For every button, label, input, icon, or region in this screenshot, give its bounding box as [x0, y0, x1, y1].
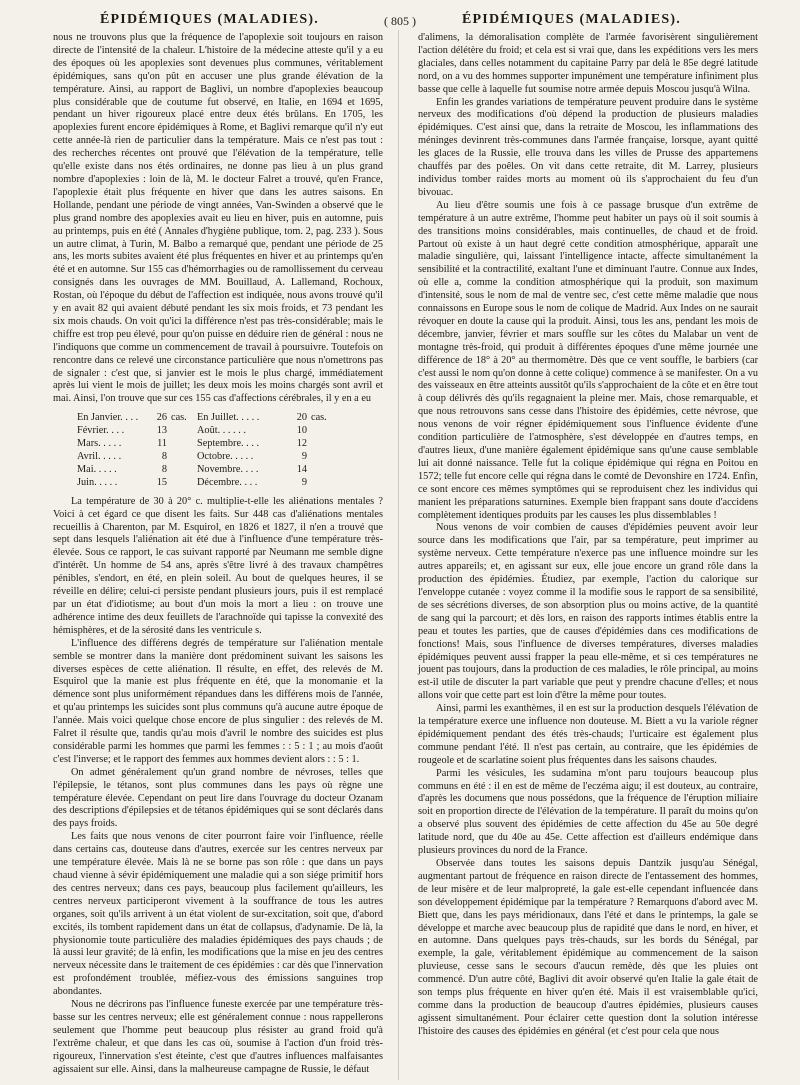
paragraph: Parmi les vésicules, les sudamina m'ont paru toujours beaucoup plus communs en été : il en est de même de l'eczéma aigu; il est douteux, au contraire, d'après les documens que nous possédons, que la fréquence de l'éruption miliaire soit en proportion directe de l'élévation de la température. Il paraît du moins qu'on a observé plus souvent des épidémies de cette affection du 45e au 50e degré latitude nord, que du 40e au 45e. Cette affection est d'ailleurs endémique dans plusieurs provinces du nord de la France.: [418, 767, 758, 857]
month-cell: En Janvier. . . .: [77, 412, 139, 424]
count-cell: 15: [156, 476, 167, 488]
paragraph: d'alimens, la démoralisation complète de l'armée favorisèrent singulièrement l'action délétère du froid; et cela est si vrai que, dans les expéditions vers les mers glaciales, dans celles notamment du capitaine Parry par delà le 85e degré latitude nord, on a vu des hommes supporter impunément une température infiniment plus basse que celle à laquelle fut soumise notre armée depuis Moscou jusqu'à Wilna.: [418, 32, 758, 95]
month-cell: Décembre. . . .: [197, 476, 258, 488]
count-cell: 20: [296, 412, 307, 424]
month-cell: Mai. . . . .: [77, 463, 117, 475]
count-cell: 11: [157, 438, 167, 450]
paragraph: Les faits que nous venons de citer pourront faire voir l'influence, réelle dans certains cas, douteuse dans d'autres, exercée sur les centres nerveux par une température élevée. Mais là ne se borne pas son rôle : que dans un pays chaud vienne à sévir épidémiquement une maladie qui a son siége primitif hors des centres nerveux; dans ces pays, beaucoup plus facilement qu'ailleurs, les centres nerveux participeront vivement à la souffrance de tous les autres organes, soit qu'ils arrivent à un état violent de sur-excitation, soit que, d'abord excités, ils tombent rapidement dans un état de collapsus, d'adynamie. De là, la physionomie toute particulière des maladies épidémiques des pays chauds ; de là aussi leur gravité; de là enfin, les modifications que la mise en jeu des centres nerveux nécessite dans le traitement de ces épidémies : car dès que l'innervation est profondément troublée, méfiez-vous des émissions sanguines trop abondantes.: [53, 831, 383, 998]
month-cell: Novembre. . . .: [197, 463, 259, 475]
unit-cell: [171, 425, 197, 438]
unit-cell: cas.: [311, 412, 327, 424]
unit-cell: [311, 451, 331, 464]
month-cell: Mars. . . . .: [77, 438, 122, 450]
unit-cell: [171, 464, 197, 477]
table-row: [77, 412, 331, 425]
count-cell: 13: [156, 425, 167, 437]
table-row: [77, 477, 331, 490]
month-cell: Avril. . . . .: [77, 451, 122, 462]
paragraph: Au lieu d'être soumis une fois à ce passage brusque d'un extrême de température à un autre extrême, l'homme peut habiter un pays où il soit soumis à des transitions moins considérables, mais continuelles, de chaud et de froid. Partout où existe à un haut degré cette condition atmosphérique, apparaît une maladie singulière, qui, laissant l'intelligence intacte, affecte simultanément la sensibilité et la contractilité, exaltant l'une et diminuant l'autre. Connue aux Indes, où elle a, comme la condition atmosphérique qui la produit, son maximum d'intensité, sous le nom de mal de ventre sec, c'est cette même maladie que nous connaissons en Europe sous le nom de colique de Madrid. Aux Indes on ne saurait révoquer en doute la cause qui la produit. Ainsi, tous les ans, pendant les mois de décembre, janvier, février et mars souffle sur les côtes du Malabar un vent de montagne très-froid, qui produit à différentes époques d'une même journée une différence de 18° à 20° au thermomètre. Dès que ce vent souffle, le barbiers (car c'est aussi le nom qu'on donne à cette colique) commence à se manifester. On a vu des vaisseaux en être atteints aussitôt qu'ils s'approchaient de la côte et en être tout à coup délivrés dès qu'ils regagnaient la pleine mer. Mais, chose remarquable, et que nous retrouvons sans cesse dans l'histoire des épidémies, cette névrose, que nous venons de voir régner épidémiquement sous l'influence évidente d'une condition particulière de l'atmosphère, s'est développée en d'autres temps, en d'autres lieux, d'une manière également épidémique sans qu'une cause semblable lui ait donné naissance. Telle fut la colique épidémique qui régna en Poitou en 1572; telle fut encore celle qui régna dans le comté de Devonshire en 1724. Enfin, ce sont encore ces mêmes symptômes qui se reproduisent chez les individus qui manient les préparations saturnines. Exemple bien frappant sans doute d'accidens complètement identiques produits par les causes les plus dissemblables !: [418, 199, 758, 521]
paragraph: Observée dans toutes les saisons depuis Dantzik jusqu'au Sénégal, augmentant partout de fréquence en raison directe de l'entassement des hommes, de leur misère et de leur malpropreté, la gale est-elle cependant influencée dans son développement épidémique par la température ? Remarquons d'abord avec M. Biett que, dans les pays méridionaux, dans l'été et dans le printemps, la gale se développe et marche avec beaucoup plus de rapidité que dans le nord, en hiver, et en automne. Dans quelques pays très-chauds, sur les bords du Sénégal, par exemple, la gale, véritablement épidémique au commencement de la saison pluvieuse, cesse sans le secours d'aucun remède, dès que les pluies ont commencé. D'un autre côté, Baglivi dit avoir observé qu'en Italie la gale était de son temps plus fréquente en hiver qu'en été. Mais il est vraisemblable qu'ici, comme dans la production de beaucoup d'autres épidémies, plusieurs causes agissent simultanément. Pour éclairer cette question dont la solution intéresse l'histoire des causes des épidémies en général (et c'est pour cela que nous: [418, 858, 758, 1037]
running-header: [0, 6, 800, 32]
month-cell: Février. . . .: [77, 425, 125, 437]
left-column: [53, 32, 383, 1077]
unit-cell: [171, 451, 197, 464]
count-cell: 9: [301, 476, 307, 488]
table-row: [77, 451, 331, 464]
count-cell: 10: [296, 425, 307, 437]
count-cell: 8: [161, 463, 167, 475]
paragraph: Ainsi, parmi les exanthèmes, il en est sur la production desquels l'élévation de la température exerce une influence non douteuse. M. Biett a vu la variole régner épidémiquement pendant des étés très-chauds; l'urticaire est également plus commune pendant l'été. Il n'est pas certain, au contraire, que les épidémies de rougeole et de scarlatine soient plus fréquentes dans les saisons chaudes.: [418, 703, 758, 766]
month-cell: Août. . . . . .: [197, 425, 246, 437]
right-column: [418, 32, 758, 1039]
count-cell: 26: [156, 412, 167, 424]
month-cell: Septembre. . . .: [197, 438, 260, 450]
paragraph: Nous ne décrirons pas l'influence funeste exercée par une température très-basse sur les centres nerveux; elle est généralement connue : nous rappellerons seulement que l'homme peut beaucoup plus résister au grand froid qu'à l'extrême chaleur, et que dans les cas où, soumise à l'action d'un froid très-rigoureux, l'innervation s'est éteinte, c'est que d'autres influences malfaisantes agissaient sur elle. Ainsi, dans la malheureuse campagne de Russie, le défaut: [53, 999, 383, 1075]
unit-cell: cas.: [171, 412, 187, 424]
month-cell: En Juillet. . . . .: [197, 412, 260, 424]
paragraph: Enfin les grandes variations de température peuvent produire dans le système nerveux des modifications d'où dépend la production de plusieurs maladies épidémiques. C'est ainsi que, dans la retraite de Moscou, les inflammations des méninges devinrent très-communes dans l'armée française, lorsque, ayant quitté les glaces de la Russie, elle trouva dans les villes de Prusse des appartemens chauffés par des poêles. On vit dans cette retraite, dit M. Larrey, plusieurs individus tomber raides morts au moment où ils s'approchaient du feu d'un bivouac.: [418, 96, 758, 198]
paragraph: On admet généralement qu'un grand nombre de névroses, telles que l'épilepsie, le tétanos, sont plus communes dans les pays où règne une température élevée. Cependant on peut lire dans l'ouvrage du docteur Ozanam des descriptions d'épilepsies et de tétanos épidémiques qui se sont déclarés dans des pays froids.: [53, 766, 383, 830]
monthly-cases-table: [77, 412, 331, 489]
count-cell: 12: [296, 438, 307, 450]
unit-cell: [311, 425, 331, 438]
count-cell: 14: [296, 463, 307, 475]
unit-cell: [311, 464, 331, 477]
paragraph: Nous venons de voir combien de causes d'épidémies peuvent avoir leur source dans les modifications que l'air, par sa température, peut imprimer au système nerveux. Cette température n'exerce pas une influence moindre sur les autres appareils; et, en agissant sur eux, elle joue encore un grand rôle dans la production des épidémies. Étudiez, par exemple, l'action du calorique sur l'enveloppe cutanée : voyez comme il la modifie sous le rapport de sa sensibilité, de ses sécrétions diverses, de son absorption plus ou moins active, de la quantité de sang qui la parcourt; et dès lors, en raison des rapports intimes établis entre la peau et toutes les parties, que de causes d'épidémies dans ces modifications de fonctions! Mais, sous l'influence de diverses températures, diverses maladies épidémiques peuvent aussi frapper la peau elle-même, et si ces températures ne jouent pas toujours, dans la production de ces maladies, le rôle principal, au moins est-il utile de discuter la part variable que peut y prendre chacune d'elles; et nous allons voir que cette part est loin d'être la même pour toutes.: [418, 522, 758, 702]
paragraph: nous ne trouvons plus que la fréquence de l'apoplexie soit toujours en raison directe de l'intensité de la chaleur. L'histoire de la médecine atteste qu'il y a eu des époques où les apoplexies sont devenues plus communes, véritablement épidémiques, sans qu'on pût en accuser une plus grande élévation de la température. Ainsi, au rapport de Baglivi, un nombre d'apoplexies beaucoup plus considérable que de coutume fut observé, en Italie, en 1694 et 1695, pendant un hiver rigoureux placé entre deux étés brûlans. En 1705, les apoplexies furent encore épidémiques à Rome, et Baglivi remarque qu'il n'y eut cette année-là rien de particulier dans la température. Mais ce n'est pas tout : des recherches récentes ont prouvé que l'élévation de la température, telle qu'elle existe dans nos étés ordinaires, ne donne pas lieu à un plus grand nombre d'apoplexies : loin de là, M. le docteur Falret a trouvé, qu'en France, l'apoplexie était plus fréquente en hiver que dans les autres saisons. En Hollande, pendant une période de vingt années, Van-Swinden a observé que le plus grand nombre des apoplexies avait eu lieu en hiver, puis en automne, puis au printemps, puis en été ( Annales d'hygiène publique, tom. 2, pag. 233 ). Sous un autre climat, à Turin, M. Balbo a remarqué que, pendant une période de 25 ans, les morts subites avaient été plus fréquentes en hiver et au printemps qu'en été et en automne. Sur 155 cas d'hémorrhagies ou de ramollissement du cerveau consignés dans les ouvrages de MM. Bouillaud, A. Lallemand, Rochoux, Rostan, où l'époque du début de l'affection est indiquée, nous avons trouvé qu'il y en avait 82 qui avaient débuté pendant les six mois froids, et 73 pendant les six mois chauds. On voit qu'ici la différence n'est pas très-considérable; mais le chiffre est trop peu élevé, pour qu'on puisse en déduire rien de général : nous ne l'indiquons que comme un commencement de travail à poursuivre. Toutefois on rencontre dans ce relevé une circonstance particulière que nous n'omettrons pas de signaler : c'est que, si janvier est le mois le plus chargé, immédiatement après lui vient le mois de juillet; les deux mois les moins chargés sont avril et mai. Ainsi, l'on trouve que sur ces 155 cas d'affections cérébrales, il y en a eu: [53, 32, 383, 405]
page-number: ( 805 ): [384, 14, 416, 28]
paragraph: L'influence des différens degrés de température sur l'aliénation mentale semble se montrer dans la manière dont prédominent suivant les saisons les diverses espèces de cette aliénation. Il résulte, en effet, des relevés de M. Esquirol que la manie est plus fréquente en été, que la monomanie et la démence sont plus uniformément répandues dans les différens mois de l'année, et qu'au printemps les suicides sont plus communs qu'à aucune autre époque de l'année. Mais voici quelque chose encore de plus singulier : des relevés de M. Falret il résulte que, tandis qu'au mois d'avril le nombre des suicides est plus considérable parmi les hommes que parmi les femmes : : 5 : 1 ; au mois d'août c'est l'inverse; et le rapport des femmes aux hommes devient alors : : 5 : 1.: [53, 637, 383, 765]
table-row: [77, 438, 331, 451]
unit-cell: [171, 438, 197, 451]
month-cell: Juin. . . . .: [77, 476, 118, 488]
unit-cell: [311, 438, 331, 451]
column-divider: [398, 30, 399, 1080]
paragraph: La température de 30 à 20° c. multiplie-t-elle les aliénations mentales ? Voici à cet égard ce que disent les faits. Sur 448 cas d'aliénations mentales recueillis à Charenton, par M. Esquirol, en 1826 et 1827, il n'en a trouvé que sept dans lesquels l'aliénation ait été due à l'influence d'une température très-élevée. Sous ce rapport, le cas suivant rapporté par Neumann me semble digne d'intérêt. Un homme de 54 ans, après s'être livré à des travaux champêtres pénibles, s'endort, en été, en plein soleil. Au bout de quelques heures, il se réveille en délire; celui-ci persiste pendant plusieurs jours, puis il est remplacé par un état d'idiotisme; au bout d'un mois la mort a lieu : on trouve une adhérence intime des deux feuillets de l'arachnoïde qui tapisse la convexité des hémisphères, et de la sérosité dans les ventricule s.: [53, 495, 383, 636]
header-left-title: ÉPIDÉMIQUES (MALADIES).: [100, 12, 319, 27]
table-row: [77, 425, 331, 438]
count-cell: 9: [301, 451, 307, 462]
unit-cell: [311, 477, 331, 490]
unit-cell: [171, 477, 197, 490]
table-row: [77, 464, 331, 477]
month-cell: Octobre. . . . .: [197, 451, 254, 462]
count-cell: 8: [161, 451, 167, 462]
header-right-title: ÉPIDÉMIQUES (MALADIES).: [462, 12, 681, 27]
